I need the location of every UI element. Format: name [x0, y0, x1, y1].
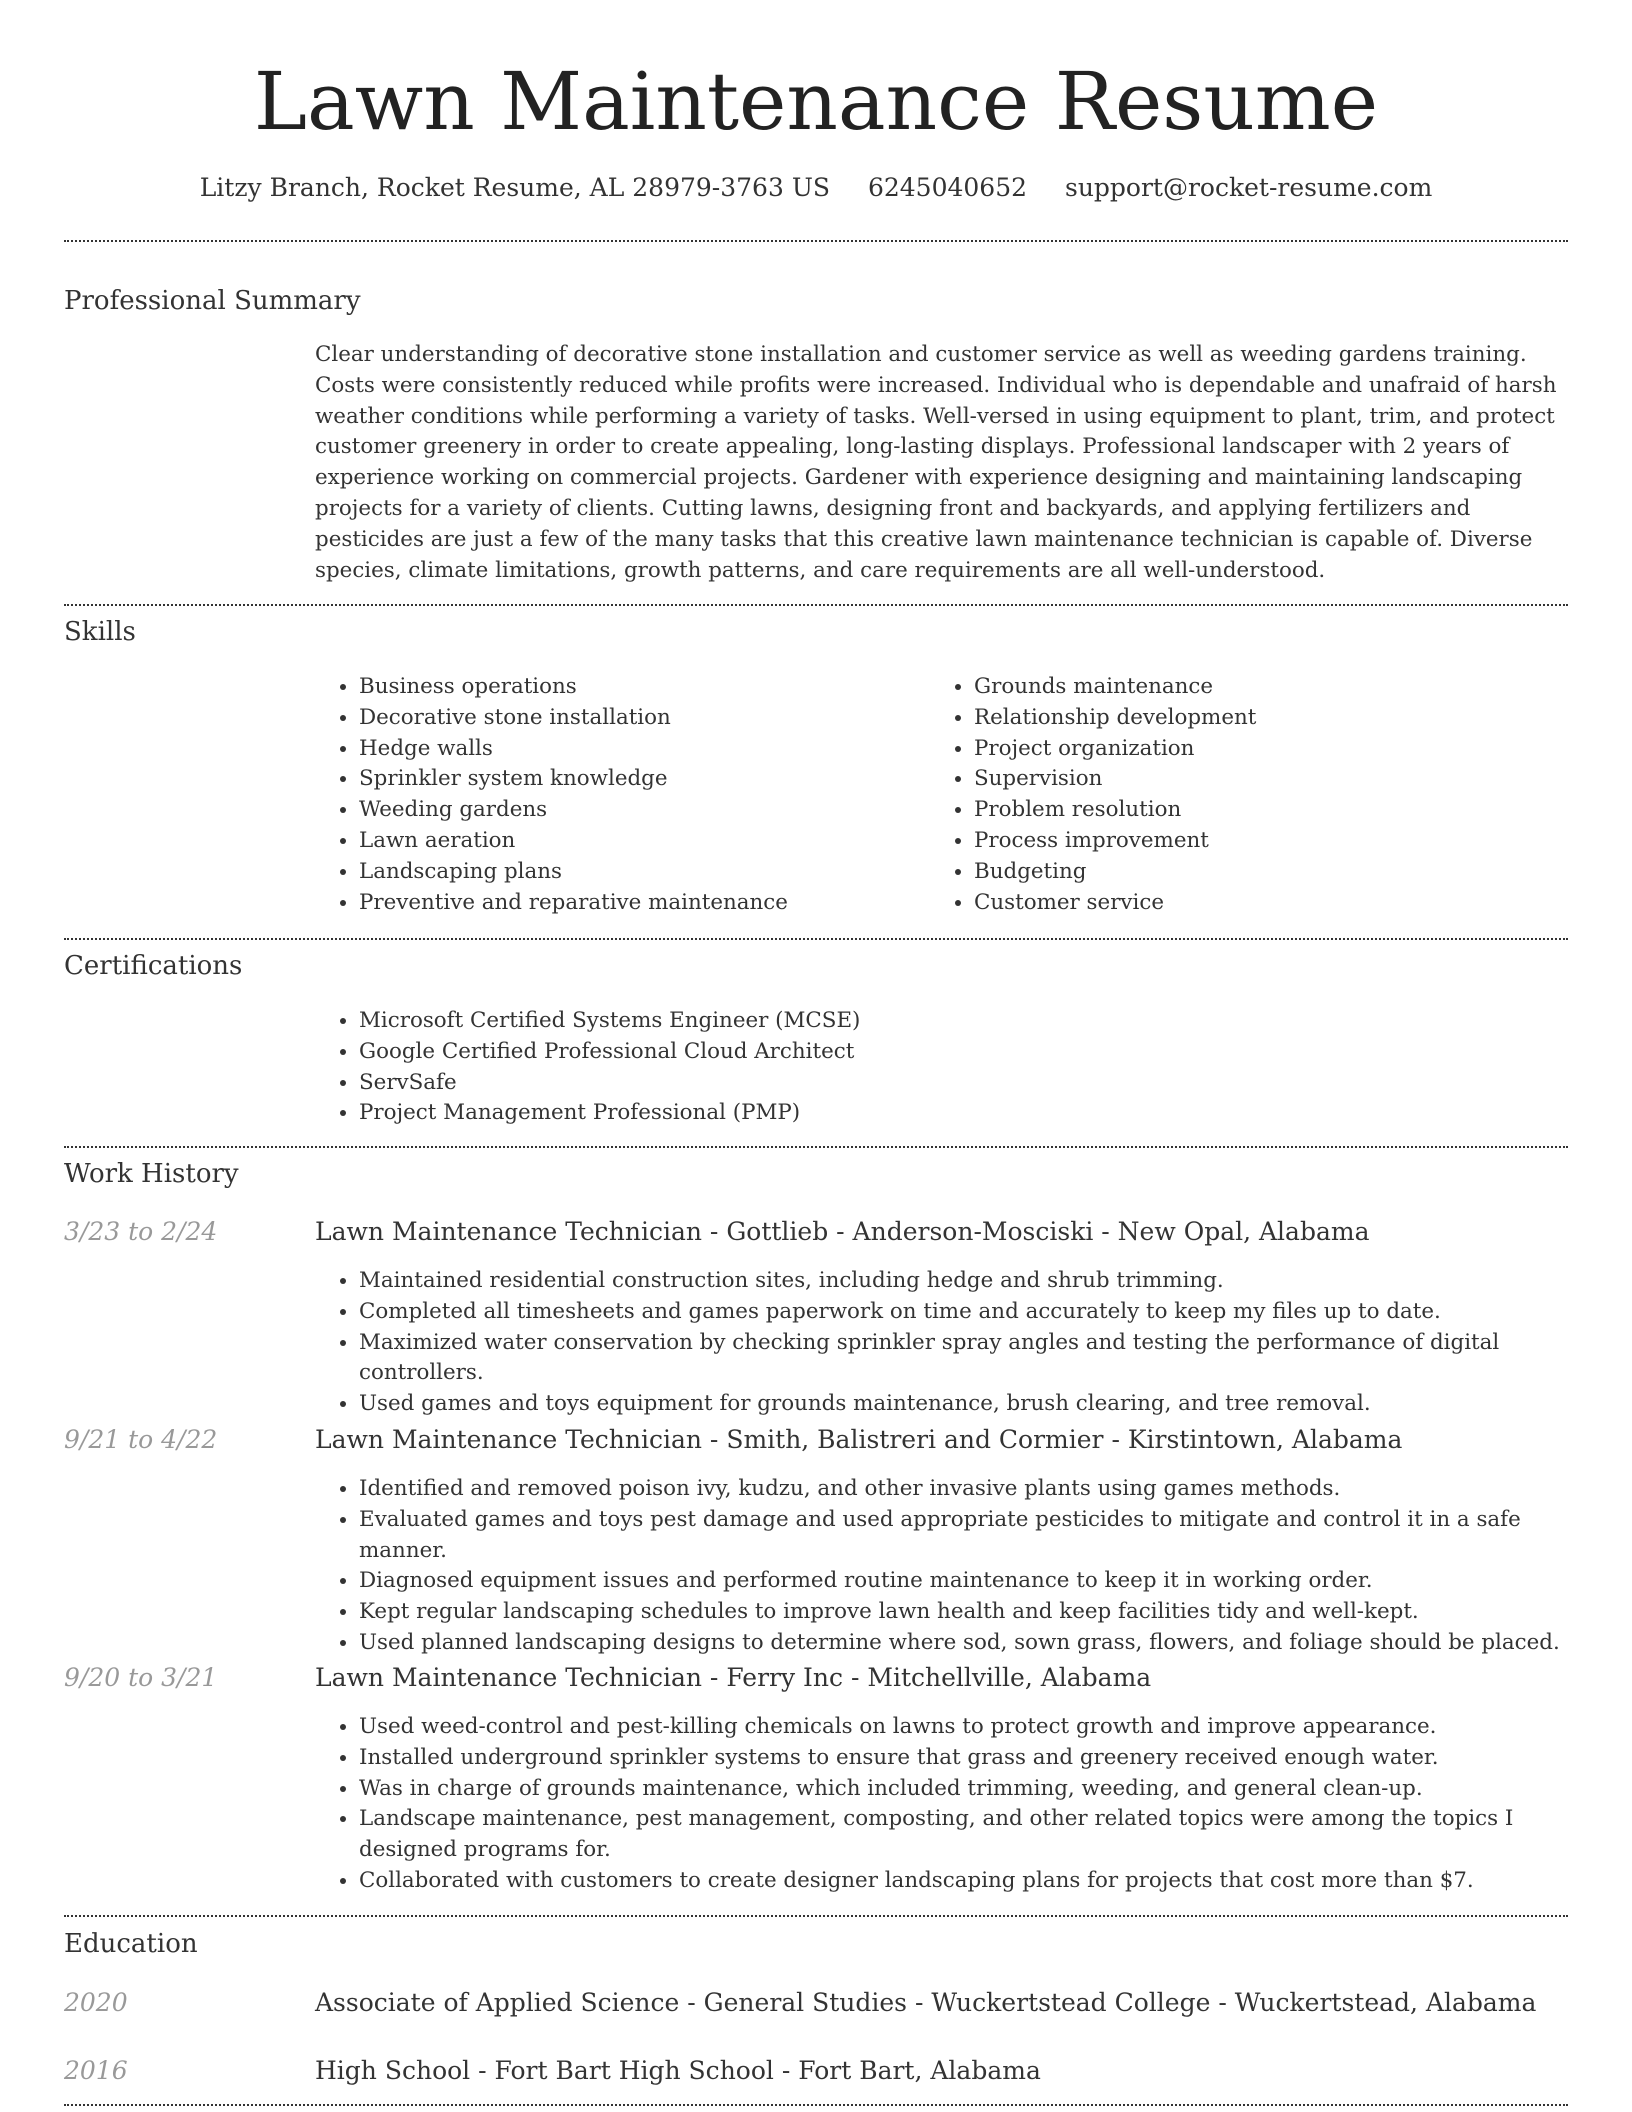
job-bullet: • Kept regular landscaping schedules to improve lawn health and keep facilities tidy and well-kept. — [359, 1597, 1613, 1628]
job-bullet: • Was in charge of grounds maintenance, which included trimming, weeding, and general clean-up. — [359, 1774, 1613, 1805]
job-bullet: • Maintained residential construction sites, including hedge and shrub trimming. — [359, 1266, 1613, 1297]
skills-list-left — [315, 672, 919, 918]
job-bullet: • Collaborated with customers to create designer landscaping plans for projects that cost more than $7. — [359, 1866, 1613, 1897]
job-bullet: • Landscape maintenance, pest management, composting, and other related topics were among the topics I designed programs for. — [359, 1804, 1613, 1866]
skills-heading: Skills — [64, 617, 136, 647]
job-bullet: • Evaluated games and toys pest damage and used appropriate pesticides to mitigate and control it in a safe manner. — [359, 1505, 1613, 1567]
skill-item: • Weeding gardens — [359, 795, 919, 826]
contact-email: support@rocket-resume.com — [1064, 173, 1433, 202]
skill-item: • Problem resolution — [974, 795, 1534, 826]
divider — [64, 240, 1568, 242]
education-heading: Education — [64, 1929, 198, 1959]
divider — [64, 604, 1568, 606]
skill-item: • Budgeting — [974, 857, 1534, 888]
education-year: 2016 — [64, 2056, 128, 2085]
job-bullet: • Installed underground sprinkler systems to ensure that grass and greenery received enough water. — [359, 1743, 1613, 1774]
job-title: Lawn Maintenance Technician - Smith, Balistreri and Cormier - Kirstintown, Alabama — [315, 1425, 1403, 1454]
skill-item: • Business operations — [359, 672, 919, 703]
skills-list-right — [930, 672, 1534, 918]
certification-item: • Project Management Professional (PMP) — [359, 1098, 1559, 1129]
contact-address: Litzy Branch, Rocket Resume, AL 28979-3763 US — [199, 173, 831, 202]
certifications-list — [315, 1006, 1559, 1129]
job-title: Lawn Maintenance Technician - Gottlieb - Anderson-Mosciski - New Opal, Alabama — [315, 1217, 1370, 1246]
skill-item: • Supervision — [974, 764, 1534, 795]
contact-line — [0, 170, 1632, 206]
skill-item: • Preventive and reparative maintenance — [359, 888, 919, 919]
certifications-heading: Certifications — [64, 951, 243, 981]
job-bullet: • Used planned landscaping designs to determine where sod, sown grass, flowers, and foliage should be placed. — [359, 1628, 1613, 1659]
job-dates: 9/20 to 3/21 — [64, 1663, 218, 1692]
job-dates: 3/23 to 2/24 — [64, 1217, 218, 1246]
job-bullet: • Used weed-control and pest-killing chemicals on lawns to protect growth and improve appearance. — [359, 1712, 1613, 1743]
certification-item: • Google Certified Professional Cloud Architect — [359, 1037, 1559, 1068]
job-bullet: • Completed all timesheets and games paperwork on time and accurately to keep my files up to date. — [359, 1297, 1613, 1328]
certification-item: • Microsoft Certified Systems Engineer (MCSE) — [359, 1006, 1559, 1037]
skill-item: • Decorative stone installation — [359, 703, 919, 734]
job-dates: 9/21 to 4/22 — [64, 1425, 218, 1454]
job-bullets — [315, 1712, 1613, 1897]
divider — [64, 1915, 1568, 1917]
job-bullet: • Maximized water conservation by checking sprinkler spray angles and testing the performance of digital controllers. — [359, 1328, 1613, 1390]
job-bullet: • Identified and removed poison ivy, kudzu, and other invasive plants using games methods. — [359, 1474, 1613, 1505]
skill-item: • Hedge walls — [359, 734, 919, 765]
divider — [64, 2104, 1568, 2106]
summary-text: Clear understanding of decorative stone installation and customer service as well as weeding gardens training. Costs were consistently reduced while profits were increased. Individual who is dependable and unafraid of harsh weather conditions while performing a variety of tasks. Well-versed in using equipment to plant, trim, and protect customer greenery in order to create appealing, long-lasting displays. Professional landscaper with 2 years of experience working on commercial projects. Gardener with experience designing and maintaining landscaping projects for a variety of clients. Cutting lawns, designing front and backyards, and applying fertilizers and pesticides are just a few of the many tasks that this creative lawn maintenance technician is capable of. Diverse species, climate limitations, growth patterns, and care requirements are all well-understood. — [315, 342, 1557, 583]
job-bullet: • Used games and toys equipment for grounds maintenance, brush clearing, and tree removal. — [359, 1389, 1613, 1420]
summary-heading: Professional Summary — [64, 286, 361, 316]
divider — [64, 1146, 1568, 1148]
certification-item: • ServSafe — [359, 1068, 1559, 1099]
skill-item: • Landscaping plans — [359, 857, 919, 888]
skill-item: • Relationship development — [974, 703, 1534, 734]
skill-item: • Project organization — [974, 734, 1534, 765]
contact-phone: 6245040652 — [867, 173, 1028, 202]
divider — [64, 938, 1568, 940]
skill-item: • Sprinkler system knowledge — [359, 764, 919, 795]
education-year: 2020 — [64, 1988, 128, 2017]
job-title: Lawn Maintenance Technician - Ferry Inc - Mitchellville, Alabama — [315, 1663, 1152, 1692]
job-bullets — [315, 1266, 1613, 1420]
skill-item: • Grounds maintenance — [974, 672, 1534, 703]
resume-title: Lawn Maintenance Resume — [253, 55, 1379, 148]
job-bullet: • Diagnosed equipment issues and performed routine maintenance to keep it in working order. — [359, 1566, 1613, 1597]
job-bullets — [315, 1474, 1613, 1659]
education-title: High School - Fort Bart High School - Fort Bart, Alabama — [315, 2056, 1041, 2085]
skill-item: • Customer service — [974, 888, 1534, 919]
skill-item: • Process improvement — [974, 826, 1534, 857]
education-title: Associate of Applied Science - General Studies - Wuckertstead College - Wuckertstead, Alabama — [315, 1988, 1537, 2017]
skill-item: • Lawn aeration — [359, 826, 919, 857]
work-history-heading: Work History — [64, 1159, 239, 1189]
